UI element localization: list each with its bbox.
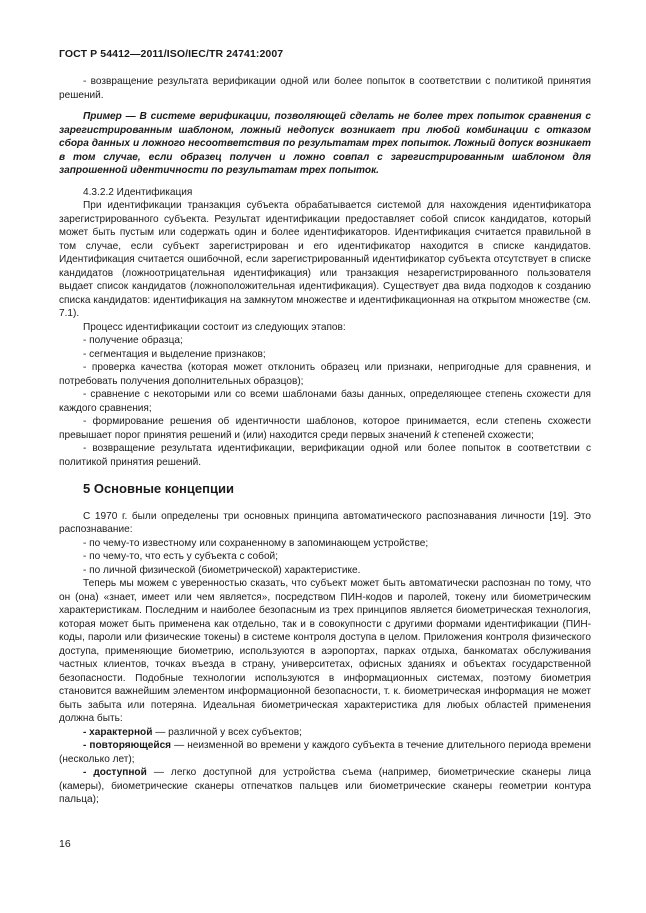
- paragraph-process-intro: Процесс идентификации состоит из следующих этапов:: [83, 321, 346, 333]
- subsection-heading: 4.3.2.2 Идентификация: [83, 186, 193, 198]
- list-item-principle: - по чему-то, что есть у субъекта с собой;: [83, 551, 278, 562]
- property-description: — легко доступной для устройства съема (например, биометрические сканеры лица (камеры), биометрические сканеры отпечатков пальцев или биометрические сканеры геометрии контура пальца);: [59, 767, 592, 805]
- list-item-step: - сегментация и выделение признаков;: [83, 348, 266, 360]
- list-item-property: [59, 726, 591, 740]
- list-item-property: [59, 766, 591, 807]
- list-item-principle: - по личной физической (биометрической) характеристике.: [83, 564, 361, 576]
- property-term: - доступной: [83, 767, 147, 778]
- step-text: - формирование решения об идентичности шаблонов, которое принимается, если степень схожести превышает порог принятия решений и (или) находится среди первых значений: [59, 416, 591, 441]
- example-note: Пример — В системе верификации, позволяющей сделать не более трех попыток сравнения с зарегистрированным шаблоном, ложный недопуск возникает при любой комбинации с отказом сбора данных и ложного несоответствия по результатам трех попыток. Ложный допуск возникает в том случае, если образец получен и ложно совпал с зарегистрированным шаблоном для запрошенной идентичности по результатам трех попыток.: [59, 111, 591, 176]
- paragraph-verification-result: - возвращение результата верификации одной или более попыток в соответствии с политикой принятия решений.: [59, 76, 591, 101]
- property-description: — неизменной во времени у каждого субъекта в течение длительного периода времени (несколько лет);: [59, 740, 591, 765]
- step-variable-k: k: [434, 429, 440, 441]
- list-item-step: - возвращение результата идентификации, верификации одной или более попыток в соответствии с политикой принятия решений.: [59, 443, 591, 468]
- list-item-principle: - по чему-то известному или сохраненному в запоминающем устройстве;: [83, 537, 429, 549]
- standard-header: ГОСТ Р 54412—2011/ISO/IEC/TR 24741:2007: [59, 48, 284, 60]
- list-item-step: [59, 415, 591, 442]
- list-item-step: - сравнение с некоторыми или со всеми шаблонами базы данных, определяющее степень схожести для каждого сравнения;: [59, 389, 591, 414]
- property-description: — различной у всех субъектов;: [152, 726, 302, 738]
- paragraph-principles: С 1970 г. были определены три основных принципа автоматического распознавания личности [19]. Это распознавание:: [59, 510, 591, 535]
- list-item-step: - получение образца;: [83, 335, 183, 346]
- property-term: - повторяющейся: [83, 740, 172, 751]
- paragraph-biometrics: Теперь мы можем с уверенностью сказать, что субъект может быть автоматически распознан по тому, что он (она) «знает, имеет или чем является», посредством ПИН-кодов и паролей, токену или биометрическим характеристикам. Последним и наиболее безопасным из трех принципов является биометрическая технология, которая может быть применена как отдельно, так и в совокупности с другими формами идентификации (ПИН-коды, пароли или физические токены) в системе контроля доступа в целом. Приложения контроля физического доступа, применяющие биометрию, используются в аэропортах, парках отдыха, банкоматах обслуживания частных клиентов, точках въезда в страну, университетах, офисных зданиях и объектах государственной безопасности. Подобные технологии используются в информационных системах, поэтому биометрия становится важнейшим элементом информационной безопасности, т. к. биометрическая информация не может быть забыта или потеряна. Идеальная биометрическая характеристика для любых областей применения должна быть:: [59, 578, 591, 724]
- page-number: 16: [59, 838, 71, 850]
- document-body: [59, 75, 591, 807]
- section-heading: 5 Основные концепции: [83, 481, 234, 496]
- property-term: - характерной: [83, 726, 153, 738]
- list-item-step: - проверка качества (которая может отклонить образец или признаки, непригодные для сравнения, и потребовать получения дополнительных образцов);: [59, 362, 591, 387]
- step-text: степеней схожести;: [439, 429, 534, 441]
- list-item-property: [59, 739, 591, 766]
- paragraph-identification: При идентификации транзакция субъекта обрабатывается системой для нахождения идентификатора зарегистрированного субъекта. Результат идентификации предоставляет собой список кандидатов, который может быть пустым или содержать один и более идентификаторов. Идентификация считается правильной в том случае, если субъект зарегистрирован и его идентификатор находится в списке кандидатов. Идентификация считается ошибочной, если зарегистрированный идентификатор субъекта отсутствует в списке кандидатов (ложноотрицательная идентификация) или транзакция незарегистрированного пользователя выдает список кандидатов (ложноположительная идентификация). Существует два вида подходов к созданию списка кандидатов: идентификация на замкнутом множестве и идентификационная на открытом множестве (см. 7.1).: [59, 200, 591, 319]
